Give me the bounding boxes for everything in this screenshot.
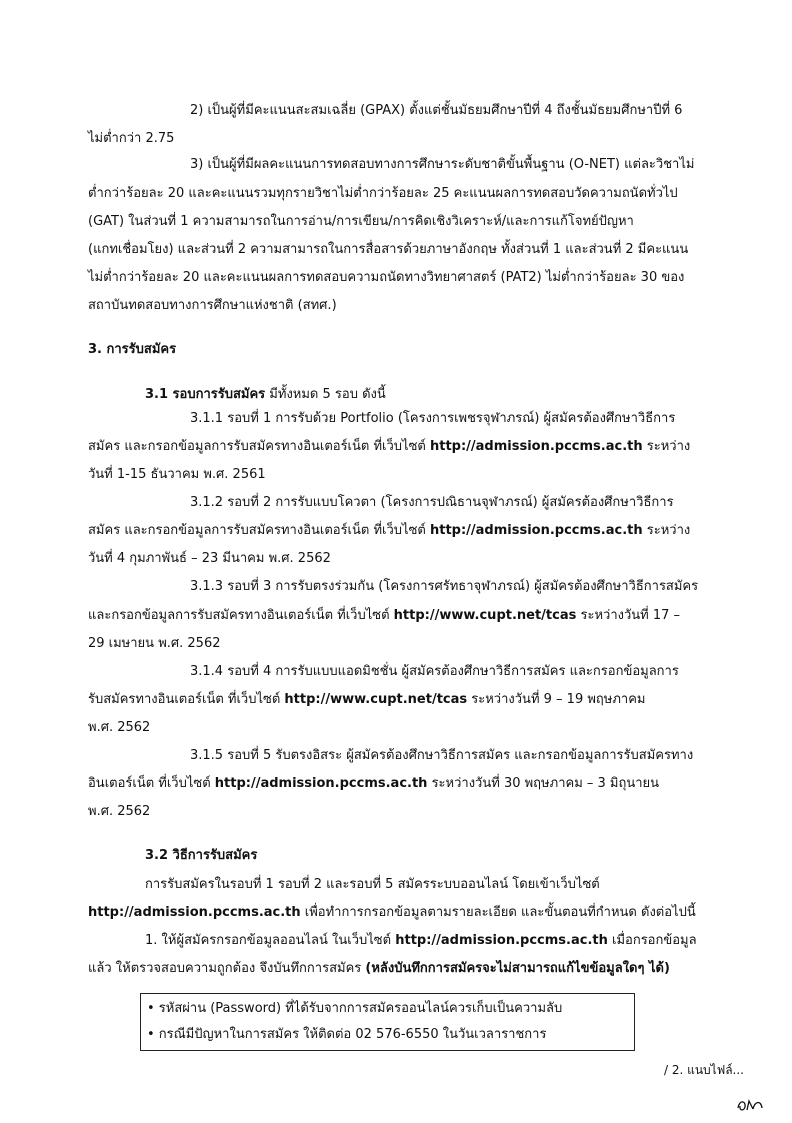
- step-1-warning: (หลังบันทึกการสมัครจะไม่สามารถแก้ไขข้อมูลใดๆ ได้): [365, 961, 670, 976]
- round-1-text: สมัคร และกรอกข้อมูลการรับสมัครทางอินเตอร์เน็ต ที่เว็บไซต์: [88, 439, 430, 454]
- round-1-text-after: ระหว่าง: [642, 439, 691, 454]
- criterion-3-line-4: (แกทเชื่อมโยง) และส่วนที่ 2 ความสามารถในการสื่อสารด้วยภาษาอังกฤษ ทั้งส่วนที่ 1 และส่วนที่ 2 มีคะแนน: [88, 242, 689, 257]
- round-4-text: รับสมัครทางอินเตอร์เน็ต ที่เว็บไซต์: [88, 692, 285, 707]
- note-password: • รหัสผ่าน (Password) ที่ได้รับจากการสมัครออนไลน์ควรเก็บเป็นความลับ: [147, 1001, 563, 1016]
- round-4-text-after: ระหว่างวันที่ 9 – 19 พฤษภาคม: [467, 692, 646, 707]
- step-1-text-2: แล้ว ให้ตรวจสอบความถูกต้อง จึงบันทึกการสมัคร: [88, 961, 366, 976]
- notes-box: [140, 993, 635, 1051]
- continuation-reference: / 2. แนบไฟล์...: [663, 1063, 744, 1077]
- round-5-url[interactable]: http://admission.pccms.ac.th: [214, 776, 428, 791]
- step-1-line-1: [145, 931, 697, 951]
- criterion-2-line-2: ไม่ต่ำกว่า 2.75: [88, 131, 175, 146]
- round-2-text-after: ระหว่าง: [642, 523, 691, 538]
- round-4-line-2: [88, 690, 646, 710]
- round-5-text-after: ระหว่างวันที่ 30 พฤษภาคม – 3 มิถุนายน: [427, 776, 660, 791]
- round-5-text: อินเตอร์เน็ต ที่เว็บไซต์: [88, 776, 215, 791]
- section-3-1-title: 3.1 รอบการรับสมัคร: [145, 387, 266, 402]
- round-4-url[interactable]: http://www.cupt.net/tcas: [284, 692, 468, 707]
- criterion-2-line-1: 2) เป็นผู้ที่มีคะแนนสะสมเฉลี่ย (GPAX) ตั้งแต่ชั้นมัธยมศึกษาปีที่ 4 ถึงชั้นมัธยมศึกษาปีที่ 6: [190, 103, 683, 118]
- method-paragraph-line-2: [88, 903, 696, 923]
- round-1-url[interactable]: http://admission.pccms.ac.th: [429, 439, 643, 454]
- criterion-3-line-6: สถาบันทดสอบทางการศึกษาแห่งชาติ (สทศ.): [88, 298, 337, 313]
- method-url[interactable]: http://admission.pccms.ac.th: [88, 905, 301, 920]
- note-contact: • กรณีมีปัญหาในการสมัคร ให้ติดต่อ 02 576-6550 ในวันเวลาราชการ: [147, 1027, 547, 1042]
- round-3-line-1: 3.1.3 รอบที่ 3 การรับตรงร่วมกัน (โครงการศรัทธาจุฬาภรณ์) ผู้สมัครต้องศึกษาวิธีการสมัคร: [190, 579, 699, 594]
- step-1-line-2: [88, 959, 670, 979]
- criterion-3-line-5: ไม่ต่ำกว่าร้อยละ 20 และคะแนนผลการทดสอบความถนัดทางวิทยาศาสตร์ (PAT2) ไม่ต่ำกว่าร้อยละ 30 ของ: [88, 270, 685, 285]
- section-3-heading: 3. การรับสมัคร: [88, 342, 177, 357]
- round-1-line-1: 3.1.1 รอบที่ 1 การรับด้วย Portfolio (โครงการเพชรจุฬาภรณ์) ผู้สมัครต้องศึกษาวิธีการ: [190, 411, 676, 426]
- round-2-line-1: 3.1.2 รอบที่ 2 การรับแบบโควตา (โครงการปณิธานจุฬาภรณ์) ผู้สมัครต้องศึกษาวิธีการ: [190, 495, 674, 510]
- round-5-line-3: พ.ศ. 2562: [88, 804, 151, 819]
- method-text: เพื่อทำการกรอกข้อมูลตามรายละเอียด และขั้นตอนที่กำหนด ดังต่อไปนี้: [300, 905, 696, 920]
- round-5-line-2: [88, 774, 659, 794]
- round-3-text: และกรอกข้อมูลการรับสมัครทางอินเตอร์เน็ต ที่เว็บไซต์: [88, 608, 394, 623]
- round-5-line-1: 3.1.5 รอบที่ 5 รับตรงอิสระ ผู้สมัครต้องศึกษาวิธีการสมัคร และกรอกข้อมูลการรับสมัครทาง: [190, 748, 694, 763]
- method-paragraph-line-1: การรับสมัครในรอบที่ 1 รอบที่ 2 และรอบที่ 5 สมัครระบบออนไลน์ โดยเข้าเว็บไซต์: [145, 877, 600, 892]
- criterion-3-line-1: 3) เป็นผู้ที่มีผลคะแนนการทดสอบทางการศึกษาระดับชาติขั้นพื้นฐาน (O-NET) แต่ละวิชาไม่: [190, 157, 695, 172]
- signature-initials: [735, 1096, 765, 1114]
- step-1-text: 1. ให้ผู้สมัครกรอกข้อมูลออนไลน์ ในเว็บไซต์: [145, 933, 396, 948]
- round-2-url[interactable]: http://admission.pccms.ac.th: [429, 523, 643, 538]
- section-3-2-heading: 3.2 วิธีการรับสมัคร: [145, 848, 258, 863]
- criterion-3-line-3: (GAT) ในส่วนที่ 1 ความสามารถในการอ่าน/การเขียน/การคิดเชิงวิเคราะห์/และการแก้โจทย์ปัญหา: [88, 214, 634, 229]
- round-3-url[interactable]: http://www.cupt.net/tcas: [393, 608, 577, 623]
- step-1-text-after: เมื่อกรอกข้อมูล: [607, 933, 697, 948]
- round-4-line-1: 3.1.4 รอบที่ 4 การรับแบบแอดมิชชั่น ผู้สมัครต้องศึกษาวิธีการสมัคร และกรอกข้อมูลการ: [190, 664, 679, 679]
- round-4-line-3: พ.ศ. 2562: [88, 720, 151, 735]
- step-1-url[interactable]: http://admission.pccms.ac.th: [395, 933, 608, 948]
- section-3-1-subtitle: มีทั้งหมด 5 รอบ ดังนี้: [265, 387, 386, 402]
- section-3-1-heading: [145, 385, 386, 405]
- round-3-text-after: ระหว่างวันที่ 17 –: [576, 608, 681, 623]
- round-2-text: สมัคร และกรอกข้อมูลการรับสมัครทางอินเตอร์เน็ต ที่เว็บไซต์: [88, 523, 430, 538]
- criterion-3-line-2: ต่ำกว่าร้อยละ 20 และคะแนนรวมทุกรายวิชาไม่ต่ำกว่าร้อยละ 25 คะแนนผลการทดสอบวัดความถนัดทั่วไป: [88, 186, 678, 201]
- round-3-line-3: 29 เมษายน พ.ศ. 2562: [88, 636, 221, 651]
- round-2-line-3: วันที่ 4 กุมภาพันธ์ – 23 มีนาคม พ.ศ. 2562: [88, 551, 331, 566]
- round-3-line-2: [88, 606, 680, 626]
- round-2-line-2: [88, 521, 690, 541]
- round-1-line-3: วันที่ 1-15 ธันวาคม พ.ศ. 2561: [88, 467, 266, 482]
- round-1-line-2: [88, 437, 690, 457]
